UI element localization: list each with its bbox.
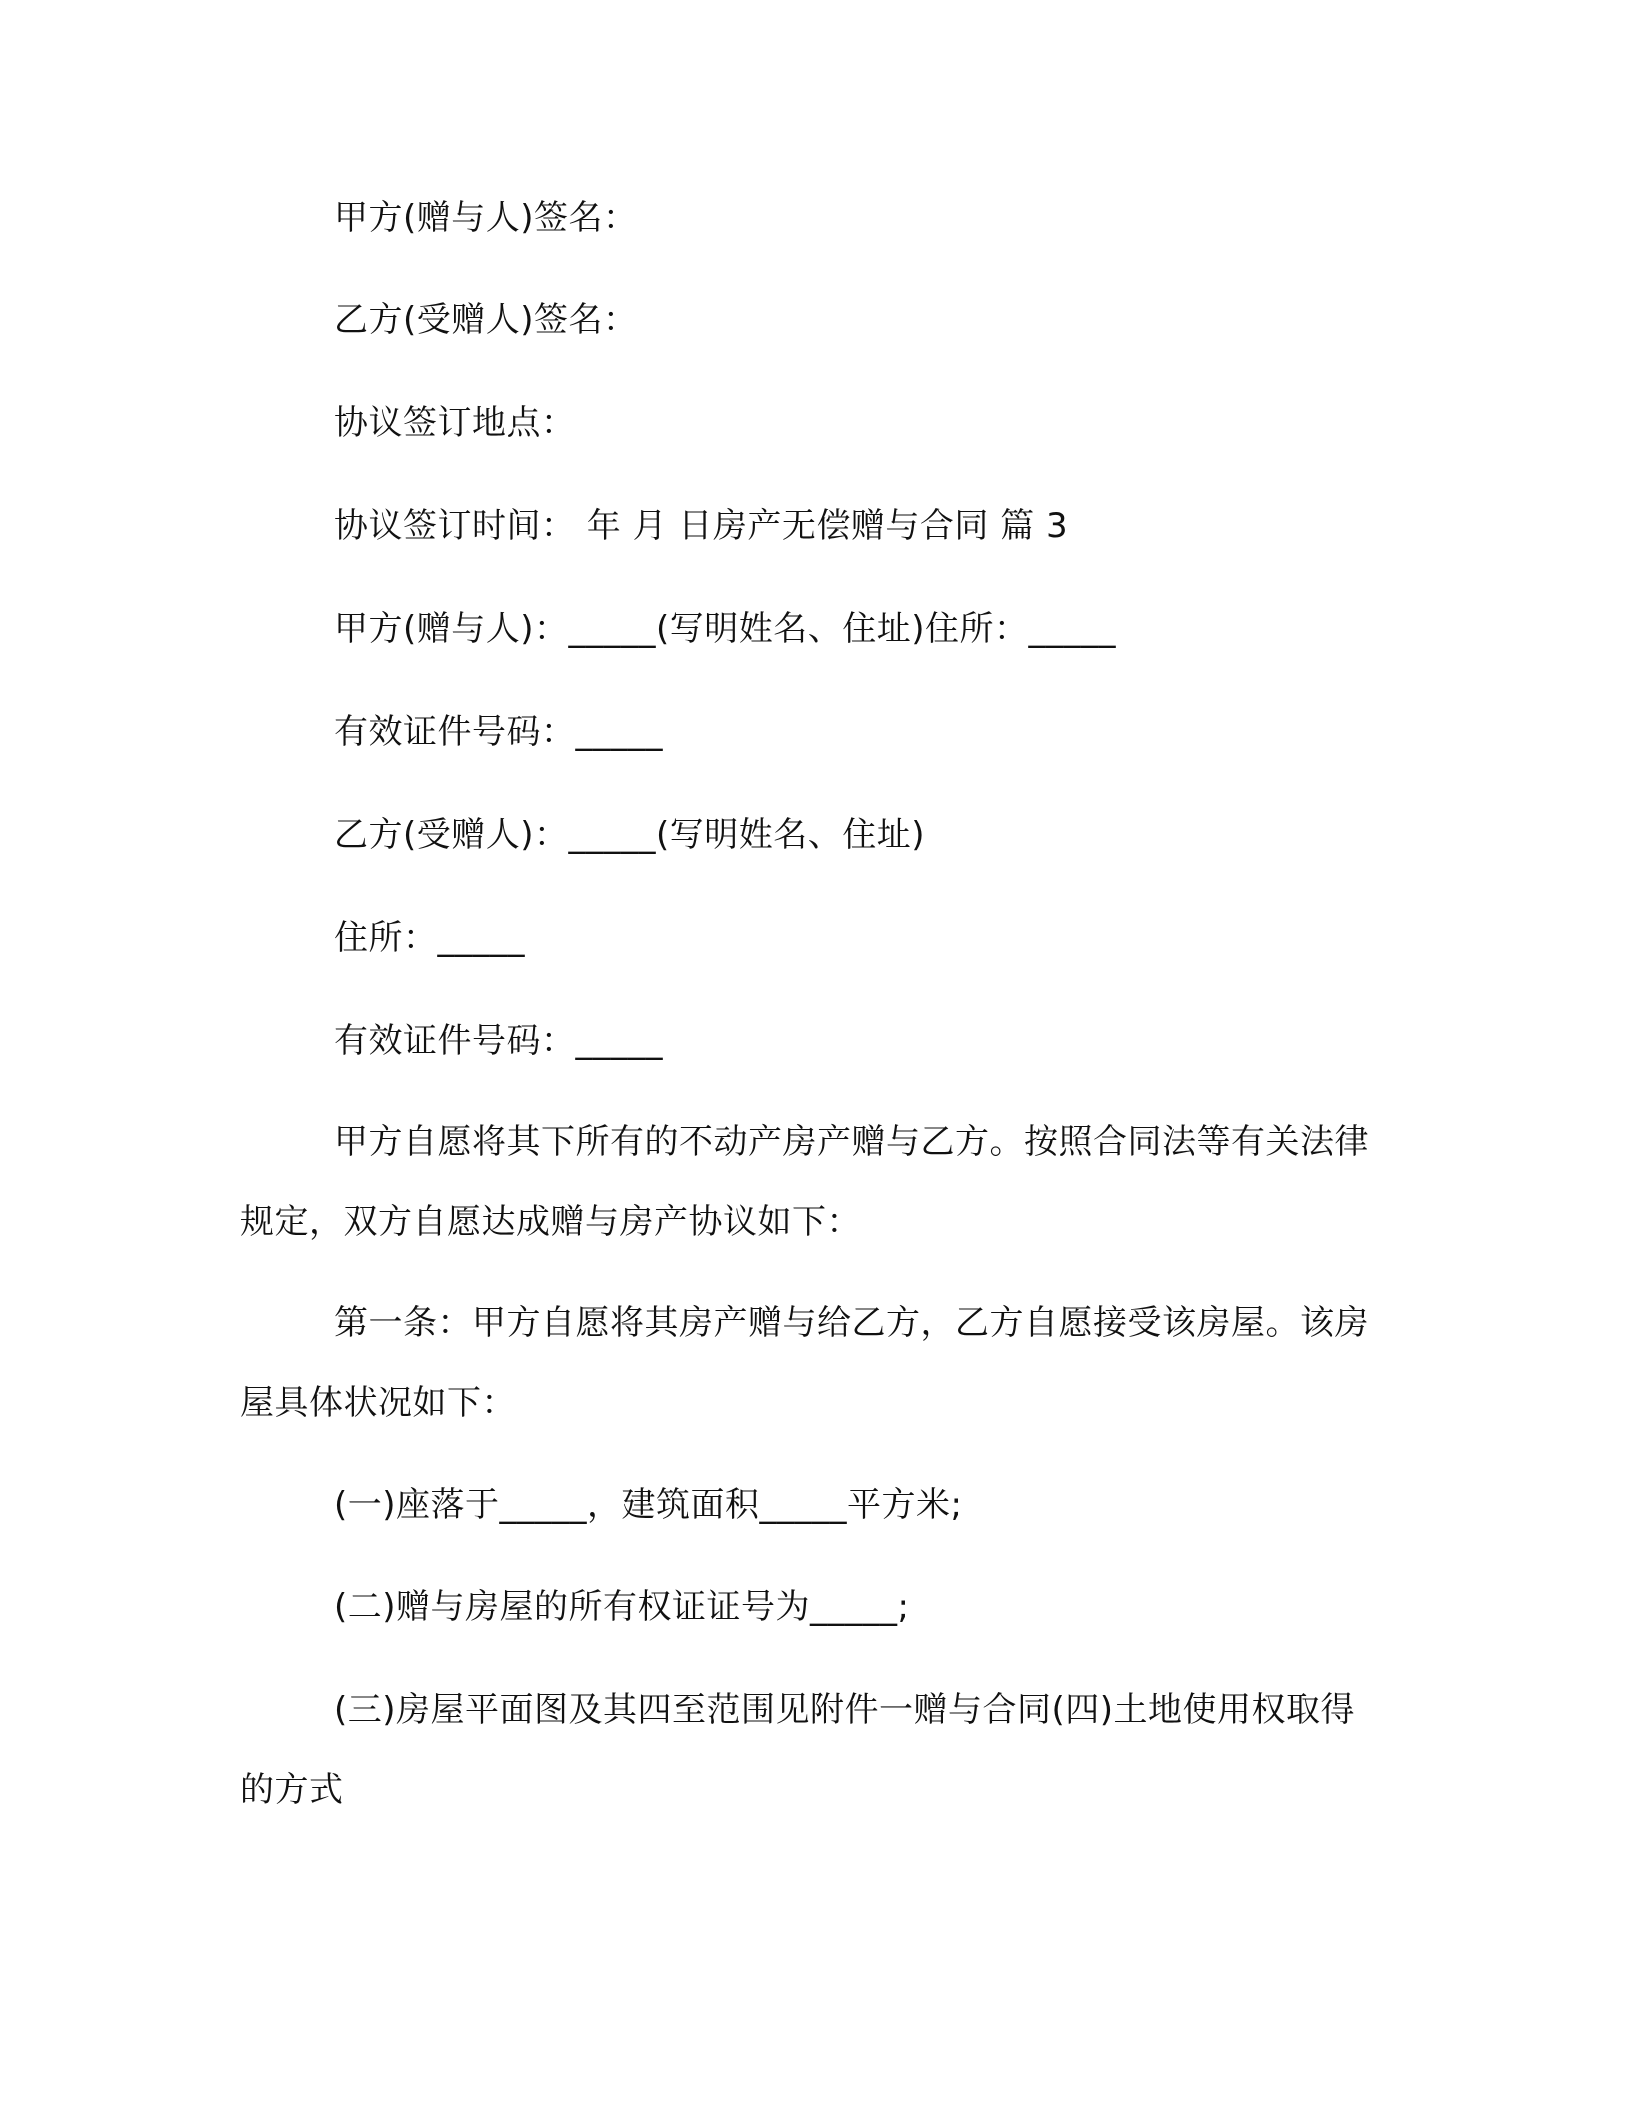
party-a-signature-line: 甲方(赠与人)签名：: [334, 198, 638, 238]
party-b-info-line: 乙方(受赠人)：_____(写明姓名、住址): [334, 815, 926, 855]
clause-one-paragraph: (一)座落于_____，建筑面积_____平方米;: [334, 1485, 963, 1525]
party-b-signature-line: 乙方(受赠人)签名：: [334, 300, 638, 340]
party-b-address-line: 住所：_____: [334, 918, 525, 958]
signing-place-line: 协议签订地点：: [334, 403, 576, 443]
party-b-id-line: 有效证件号码：_____: [334, 1021, 663, 1061]
party-a-id-line: 有效证件号码：_____: [334, 712, 663, 752]
party-a-info-line: 甲方(赠与人)：_____(写明姓名、住址)住所：_____: [334, 609, 1117, 649]
clause-two-paragraph: (二)赠与房屋的所有权证证号为_____;: [334, 1587, 910, 1627]
intro-paragraph: 甲方自愿将其下所有的不动产房产赠与乙方。按照合同法等有关法律规定，双方自愿达成赠与房产协议如下：: [240, 1122, 1369, 1242]
article-one-paragraph: 第一条：甲方自愿将其房产赠与给乙方，乙方自愿接受该房屋。该房屋具体状况如下：: [240, 1303, 1369, 1423]
signing-time-line: 协议签订时间： 年 月 日房产无偿赠与合同 篇 3: [334, 506, 1069, 546]
clause-three-paragraph: (三)房屋平面图及其四至范围见附件一赠与合同(四)土地使用权取得的方式: [240, 1690, 1356, 1810]
